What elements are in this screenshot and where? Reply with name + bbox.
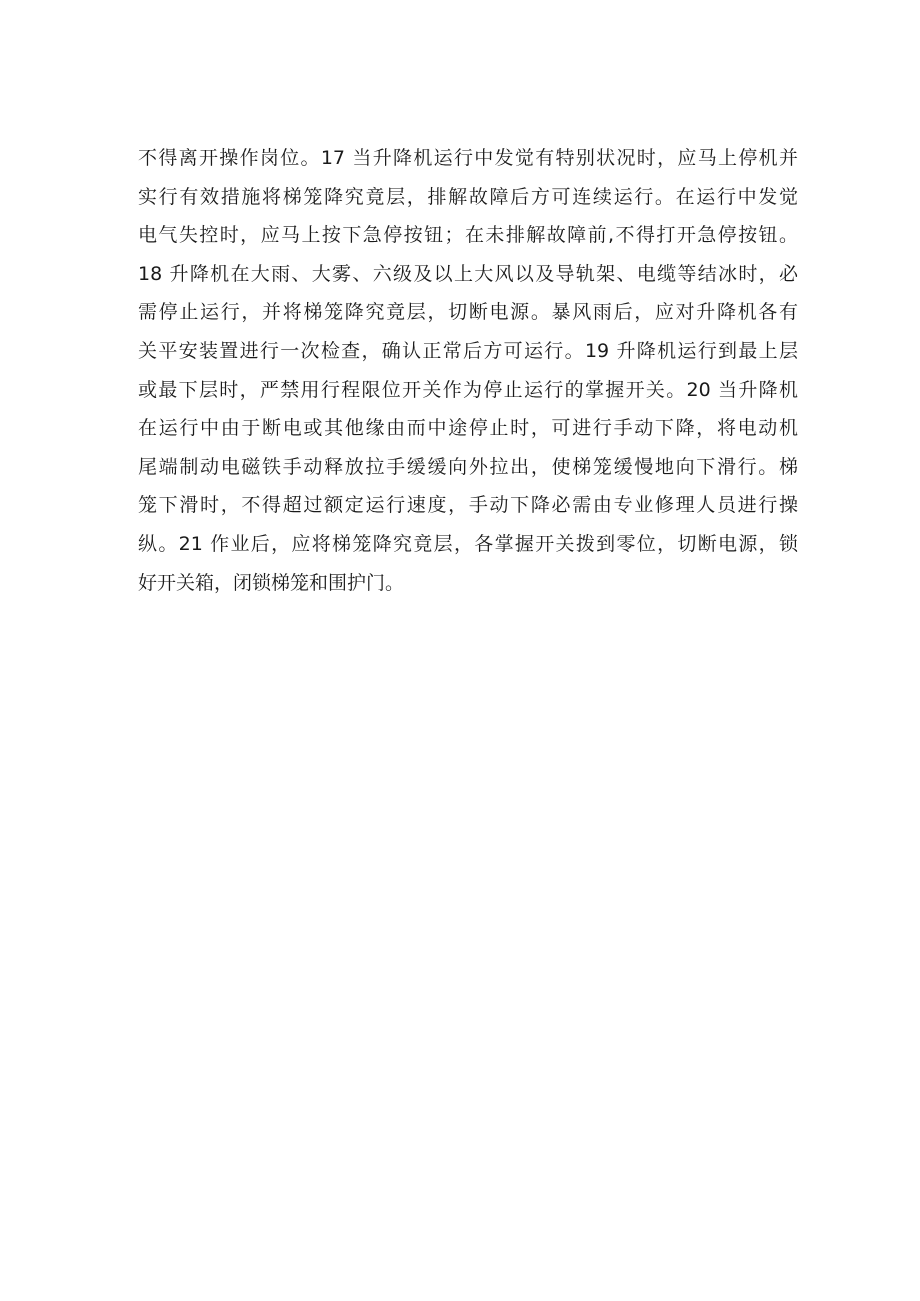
text-line: 或最下层时，严禁用行程限位开关作为停止运行的掌握开关。20 当升降机: [138, 378, 798, 401]
text-line: 笼下滑时，不得超过额定运行速度，手动下降必需由专业修理人员进行操: [138, 494, 798, 517]
text-line: 实行有效措施将梯笼降究竟层，排解故障后方可连续运行。在运行中发觉: [138, 185, 798, 208]
text-line: 18 升降机在大雨、大雾、六级及以上大风以及导轨架、电缆等结冰时，必: [138, 262, 798, 285]
text-line: 电气失控时，应马上按下急停按钮；在未排解故障前,不得打开急停按钮。: [138, 224, 798, 247]
body-text: [138, 139, 798, 602]
text-line: 尾端制动电磁铁手动释放拉手缓缓向外拉出，使梯笼缓慢地向下滑行。梯: [138, 455, 798, 478]
text-line: 关平安装置进行一次检查，确认正常后方可运行。19 升降机运行到最上层: [138, 339, 798, 362]
text-line: 不得离开操作岗位。17 当升降机运行中发觉有特别状况时，应马上停机并: [138, 147, 798, 169]
text-line: 好开关箱，闭锁梯笼和围护门。: [138, 571, 405, 594]
text-line: 纵。21 作业后，应将梯笼降究竟层，各掌握开关拨到零位，切断电源，锁: [138, 532, 798, 555]
text-line: 在运行中由于断电或其他缘由而中途停止时，可进行手动下降，将电动机: [138, 417, 798, 440]
text-line: 需停止运行，并将梯笼降究竟层，切断电源。暴风雨后，应对升降机各有: [138, 301, 798, 324]
